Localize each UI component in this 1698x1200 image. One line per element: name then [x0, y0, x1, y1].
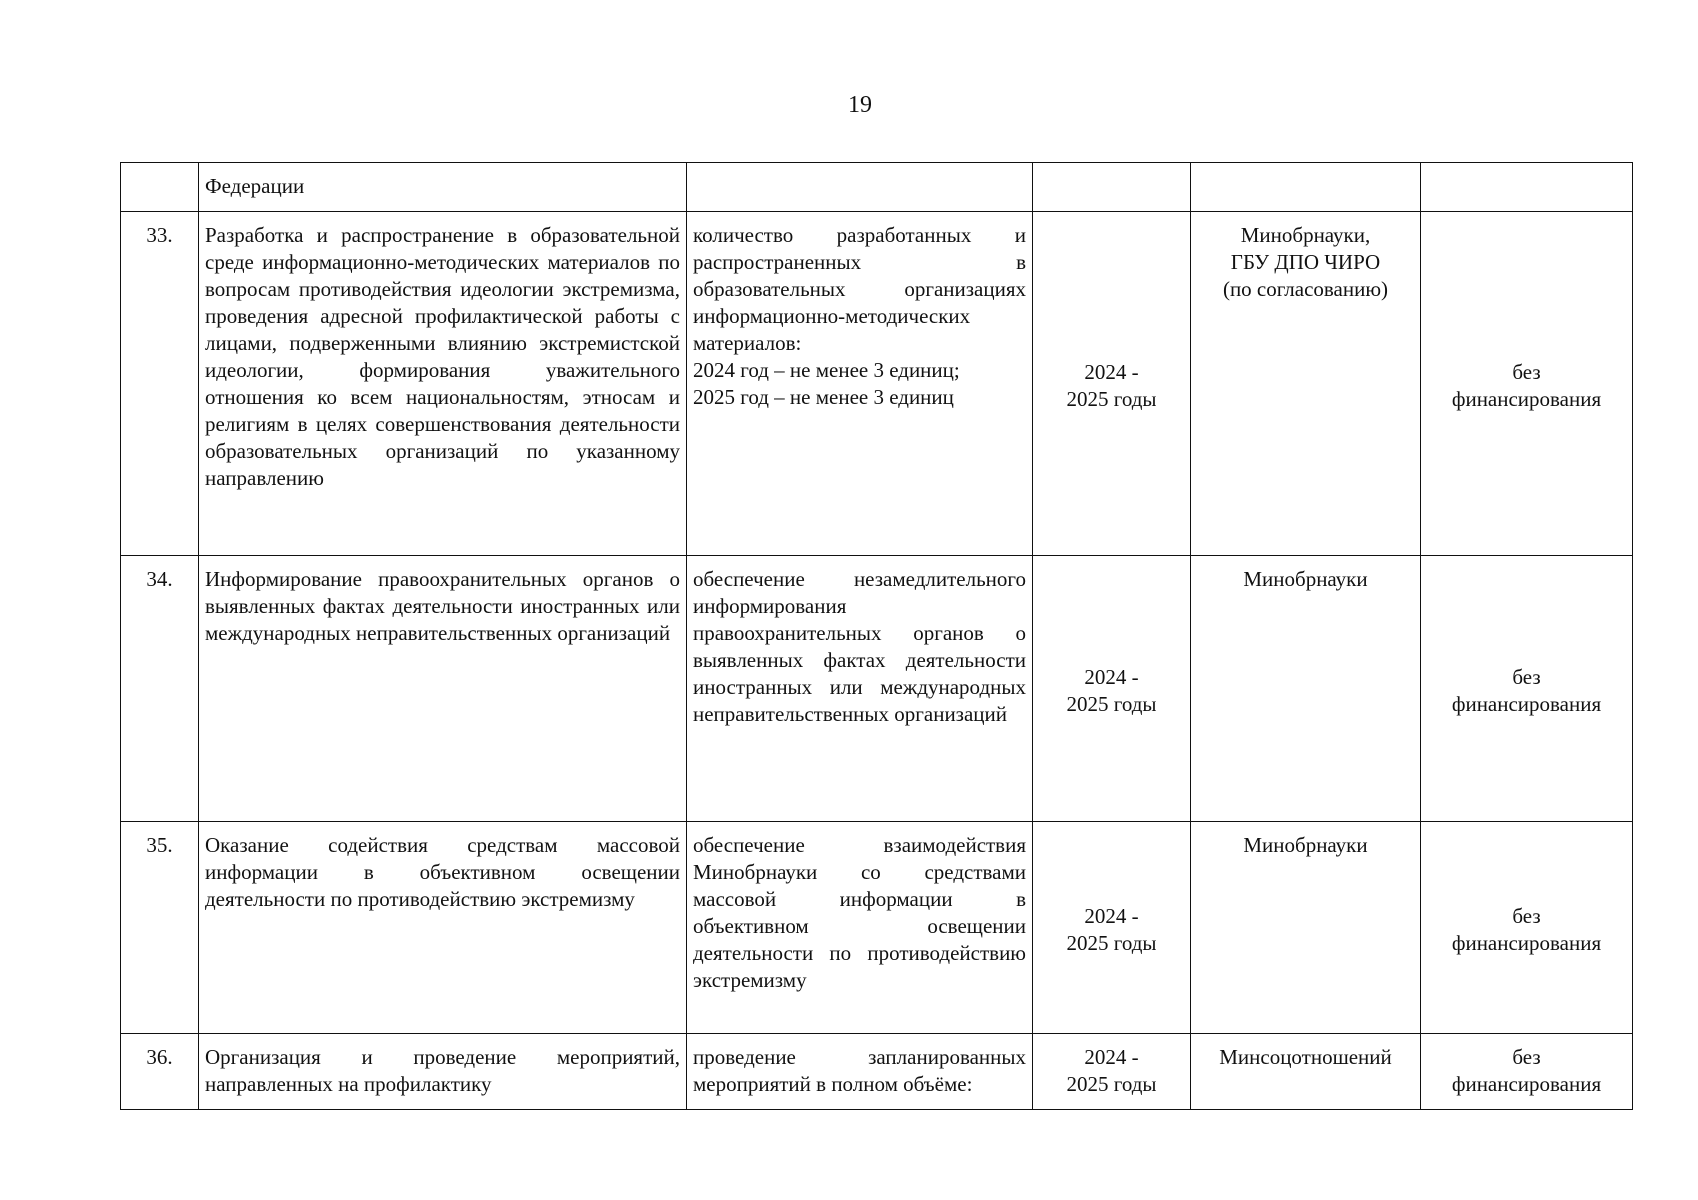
cell-line: 2024 -	[1084, 1045, 1139, 1069]
cell-line: финансирования	[1451, 930, 1602, 955]
cell-event: Организация и проведение мероприятий, направленных на профилактику	[199, 1034, 687, 1110]
cell-num: 34.	[121, 556, 199, 822]
table-row	[121, 212, 1633, 556]
cell-num: 36.	[121, 1034, 199, 1110]
cell-line: 2025 годы	[1066, 930, 1157, 955]
cell-financing	[1421, 556, 1633, 822]
cell-period	[1033, 556, 1191, 822]
cell-period	[1033, 822, 1191, 1034]
cell-event: Федерации	[199, 163, 687, 212]
cell-line: (по согласованию)	[1222, 277, 1389, 301]
cell-line: 2024 год – не менее 3 единиц;	[693, 358, 960, 382]
table-row	[121, 556, 1633, 822]
cell-num	[121, 163, 199, 212]
cell-line: без	[1512, 359, 1541, 384]
page-number: 19	[848, 92, 872, 118]
cell-result	[687, 163, 1033, 212]
cell-executor	[1191, 163, 1421, 212]
cell-executor: Минсоцотношений	[1191, 1034, 1421, 1110]
cell-line: количество разработанных и распространенных в образовательных организациях информационно-методических материалов:	[693, 223, 1026, 355]
table-row-continuation	[121, 163, 1633, 212]
cell-period	[1033, 163, 1191, 212]
cell-result: обеспечение взаимодействия Минобрнауки со средствами массовой информации в объективном освещении деятельности по противодействию экстремизму	[687, 822, 1033, 1034]
cell-line: без	[1512, 903, 1541, 928]
cell-line: 2025 годы	[1066, 1072, 1157, 1096]
cell-result	[687, 212, 1033, 556]
action-plan-table	[120, 162, 1633, 1110]
cell-num: 35.	[121, 822, 199, 1034]
cell-event: Информирование правоохранительных органов о выявленных фактах деятельности иностранных или международных неправительственных организаций	[199, 556, 687, 822]
cell-executor	[1191, 212, 1421, 556]
cell-financing	[1421, 822, 1633, 1034]
cell-executor: Минобрнауки	[1191, 556, 1421, 822]
table-row	[121, 822, 1633, 1034]
table-row	[121, 1034, 1633, 1110]
cell-line: ГБУ ДПО ЧИРО	[1230, 250, 1381, 274]
cell-financing	[1421, 163, 1633, 212]
cell-event: Оказание содействия средствам массовой информации в объективном освещении деятельности по противодействию экстремизму	[199, 822, 687, 1034]
cell-result: проведение запланированных мероприятий в полном объёме:	[687, 1034, 1033, 1110]
cell-line: финансирования	[1451, 1072, 1602, 1096]
cell-result: обеспечение незамедлительного информирования правоохранительных органов о выявленных фактах деятельности иностранных или международных неправительственных организаций	[687, 556, 1033, 822]
cell-line: 2025 год – не менее 3 единиц	[693, 385, 954, 409]
cell-line: финансирования	[1451, 691, 1602, 716]
cell-line: 2025 годы	[1066, 691, 1157, 716]
cell-financing	[1421, 212, 1633, 556]
cell-period	[1033, 1034, 1191, 1110]
cell-line: финансирования	[1451, 386, 1602, 411]
cell-line: без	[1512, 664, 1541, 689]
cell-period	[1033, 212, 1191, 556]
cell-line: 2024 -	[1084, 664, 1139, 689]
cell-event: Разработка и распространение в образовательной среде информационно-методических материалов по вопросам противодействия идеологии экстремизма, проведения адресной профилактической работы с лицами, подверженными влиянию экстремистской идеологии, формирования уважительного отношения ко всем национальностям, этносам и религиям в целях совершенствования деятельности образовательных организаций по указанному направлению	[199, 212, 687, 556]
cell-line: 2024 -	[1084, 359, 1139, 384]
cell-line: без	[1512, 1045, 1541, 1069]
cell-executor: Минобрнауки	[1191, 822, 1421, 1034]
cell-line: Минобрнауки,	[1240, 223, 1371, 247]
cell-line: 2024 -	[1084, 903, 1139, 928]
cell-line: 2025 годы	[1066, 386, 1157, 411]
cell-financing	[1421, 1034, 1633, 1110]
cell-num: 33.	[121, 212, 199, 556]
